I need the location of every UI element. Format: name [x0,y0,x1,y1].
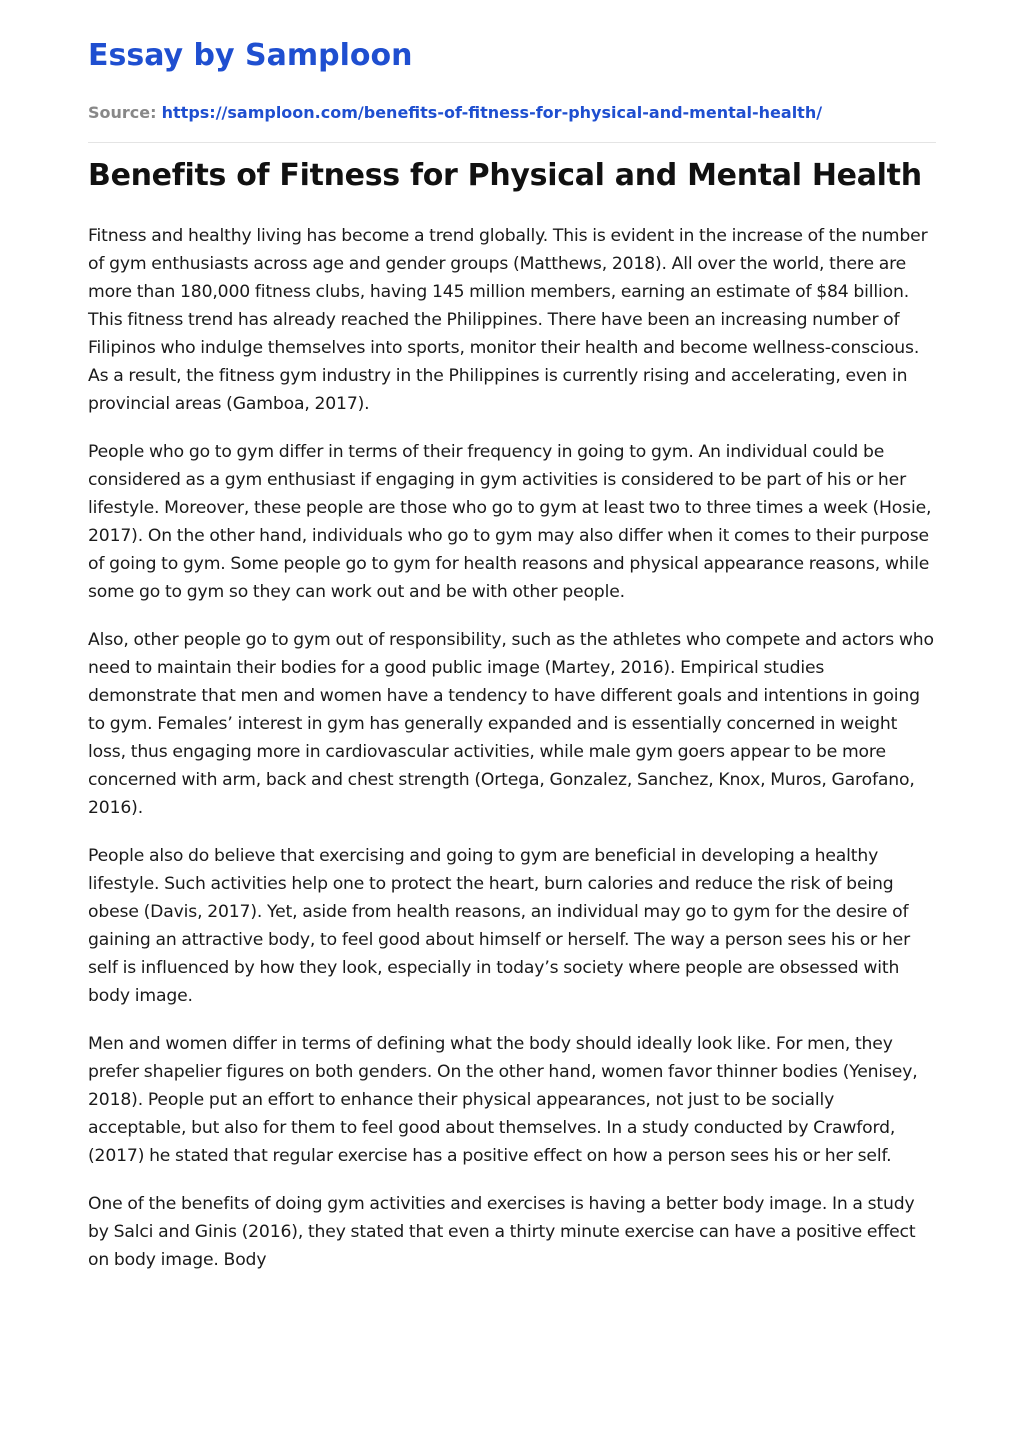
source-link[interactable]: https://samploon.com/benefits-of-fitness-for-physical-and-mental-health/ [161,103,823,122]
paragraph: One of the benefits of doing gym activities and exercises is having a better body image. In a study by Salci and Ginis (2016), they stated that even a thirty minute exercise can have a positive effect on body image. Body [88,1194,916,1270]
paragraph: Men and women differ in terms of defining what the body should ideally look like. For men, they prefer shapelier figures on both genders. On the other hand, women favor thinner bodies (Yenisey, 2018). People put an effort to enhance their physical appearances, not just to be socially acceptable, but also for them to feel good about themselves. In a study conducted by Crawford, (2017) he stated that regular exercise has a positive effect on how a person sees his or her self. [88,1034,918,1166]
paragraph: People who go to gym differ in terms of their frequency in going to gym. An individual could be considered as a gym enthusiast if engaging in gym activities is considered to be part of his or her lifestyle. Moreover, these people are those who go to gym at least two to three times a week (Hosie, 2017). On the other hand, individuals who go to gym may also differ when it comes to their purpose of going to gym. Some people go to gym for health reasons and physical appearance reasons, while some go to gym so they can work out and be with other people. [88,442,932,602]
article-body [88,222,936,1294]
source-label: Source: [88,103,157,122]
site-brand[interactable]: Essay by Samploon [88,38,413,73]
paragraph: Fitness and healthy living has become a trend globally. This is evident in the increase of the number of gym enthusiasts across age and gender groups (Matthews, 2018). All over the world, there are more than 180,000 fitness clubs, having 145 million members, earning an estimate of $84 billion. This fitness trend has already reached the Philippines. There have been an increasing number of Filipinos who indulge themselves into sports, monitor their health and become wellness-conscious. As a result, the fitness gym industry in the Philippines is currently rising and accelerating, even in provincial areas (Gamboa, 2017). [88,226,928,414]
article-title: Benefits of Fitness for Physical and Mental Health [88,158,922,193]
source-line [88,101,822,125]
paragraph: Also, other people go to gym out of responsibility, such as the athletes who compete and actors who need to maintain their bodies for a good public image (Martey, 2016). Empirical studies demonstrate that men and women have a tendency to have different goals and intentions in going to gym. Females’ interest in gym has generally expanded and is essentially concerned in weight loss, thus engaging more in cardiovascular activities, while male gym goers appear to be more concerned with arm, back and chest strength (Ortega, Gonzalez, Sanchez, Knox, Muros, Garofano, 2016). [88,630,934,818]
divider [88,142,936,143]
paragraph: People also do believe that exercising and going to gym are beneficial in developing a healthy lifestyle. Such activities help one to protect the heart, burn calories and reduce the risk of being obese (Davis, 2017). Yet, aside from health reasons, an individual may go to gym for the desire of gaining an attractive body, to feel good about himself or herself. The way a person sees his or her self is influenced by how they look, especially in today’s society where people are obsessed with body image. [88,846,910,1006]
